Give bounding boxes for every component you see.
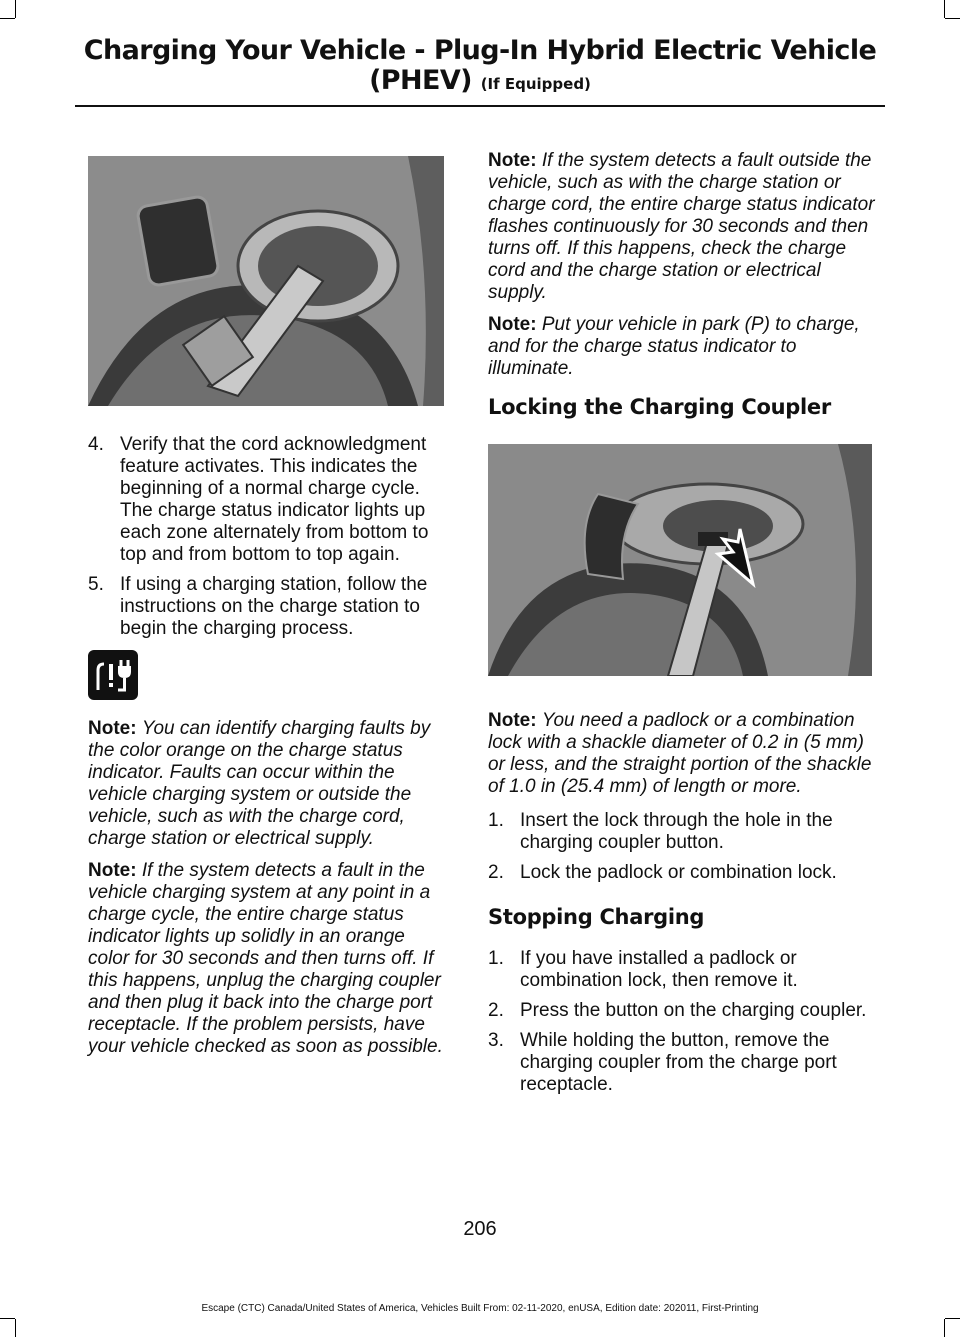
list-item [88, 434, 448, 566]
page-header [0, 36, 960, 99]
list-item [488, 1000, 880, 1022]
list-item [488, 862, 880, 884]
crop-mark [15, 1319, 16, 1337]
note-text: You can identify charging faults by the color orange on the charge status indicator. Faults can occur within the vehicle charging system or outside the vehicle, such as with the charge cord, charge station or electrical supply. [88, 718, 431, 849]
crop-mark [945, 18, 960, 19]
crop-mark [944, 1319, 945, 1337]
plug-exclamation-icon [88, 650, 138, 700]
step-text: If you have installed a padlock or combination lock, then remove it. [520, 948, 798, 991]
step-text: Verify that the cord acknowledgment feature activates. This indicates the beginning of a normal charge cycle. The charge status indicator lights up each zone alternately from bottom to top and from bottom to top again. [120, 434, 429, 565]
note-label: Note: [88, 860, 137, 881]
note-label: Note: [88, 718, 137, 739]
list-item [488, 948, 880, 992]
list-item [488, 1030, 880, 1096]
page-title-line2 [0, 66, 960, 99]
crop-mark [0, 18, 15, 19]
charging-warning-icon [88, 650, 138, 700]
step-number: 3. [488, 1030, 504, 1051]
note-text: You need a padlock or a combination lock with a shackle diameter of 0.2 in (5 mm) or less, and the straight portion of the shackle of 1.0 in (25.4 mm) of length or more. [488, 710, 872, 797]
note-label: Note: [488, 314, 537, 335]
step-number: 2. [488, 1000, 504, 1021]
note-paragraph [488, 314, 880, 380]
page-title-line1: Charging Your Vehicle - Plug-In Hybrid Electric Vehicle [83, 35, 877, 66]
step-text: While holding the button, remove the charging coupler from the charge port receptacle. [520, 1030, 837, 1095]
header-divider [75, 105, 885, 107]
list-item [88, 574, 448, 640]
page-number: 206 [463, 1218, 497, 1240]
step-text: If using a charging station, follow the instructions on the charge station to begin the charging process. [120, 574, 428, 639]
note-text: Put your vehicle in park (P) to charge, and for the charge status indicator to illuminate. [488, 314, 860, 379]
charging-coupler-lock-image [488, 444, 872, 676]
right-column [488, 150, 880, 1104]
charging-plug-inserted-image [88, 156, 444, 406]
charging-steps-list [88, 434, 448, 640]
crop-mark [15, 0, 16, 18]
locking-steps-list [488, 810, 880, 884]
note-paragraph [88, 860, 448, 1058]
step-number: 5. [88, 574, 104, 595]
note-paragraph [488, 150, 880, 304]
charging-plug-inserted-illustration [88, 156, 444, 406]
note-label: Note: [488, 710, 537, 731]
page-title-phev: (PHEV) [369, 65, 472, 96]
step-number: 4. [88, 434, 104, 455]
note-paragraph [488, 710, 880, 798]
left-column [88, 156, 448, 1068]
step-text: Press the button on the charging coupler. [520, 1000, 867, 1021]
step-number: 1. [488, 810, 504, 831]
crop-mark [945, 1318, 960, 1319]
note-text: If the system detects a fault outside the vehicle, such as with the charge station or charge cord, the entire charge status indicator flashes continuously for 30 seconds and then turns off. If this happens, check the charge cord and the charge station or electrical supply. [488, 150, 875, 303]
step-number: 1. [488, 948, 504, 969]
crop-mark [944, 0, 945, 18]
step-text: Lock the padlock or combination lock. [520, 862, 837, 883]
page-title-suffix: (If Equipped) [480, 75, 591, 93]
charging-coupler-lock-illustration [488, 444, 872, 676]
page-footer: Escape (CTC) Canada/United States of America, Vehicles Built From: 02-11-2020, enUSA, Edition date: 202011, First-Printing [201, 1303, 759, 1314]
note-label: Note: [488, 150, 537, 171]
step-text: Insert the lock through the hole in the charging coupler button. [520, 810, 833, 853]
step-number: 2. [488, 862, 504, 883]
stopping-steps-list [488, 948, 880, 1096]
crop-mark [0, 1318, 15, 1319]
note-paragraph [88, 718, 448, 850]
section-heading-locking: Locking the Charging Coupler [488, 395, 831, 419]
list-item [488, 810, 880, 854]
note-text: If the system detects a fault in the vehicle charging system at any point in a charge cycle, the entire charge status indicator lights up solidly in an orange color for 30 seconds and then turns off. If this happens, unplug the charging coupler and then plug it back into the charge port receptacle. If the problem persists, have your vehicle checked as soon as possible. [88, 860, 443, 1057]
section-heading-stopping: Stopping Charging [488, 905, 705, 929]
